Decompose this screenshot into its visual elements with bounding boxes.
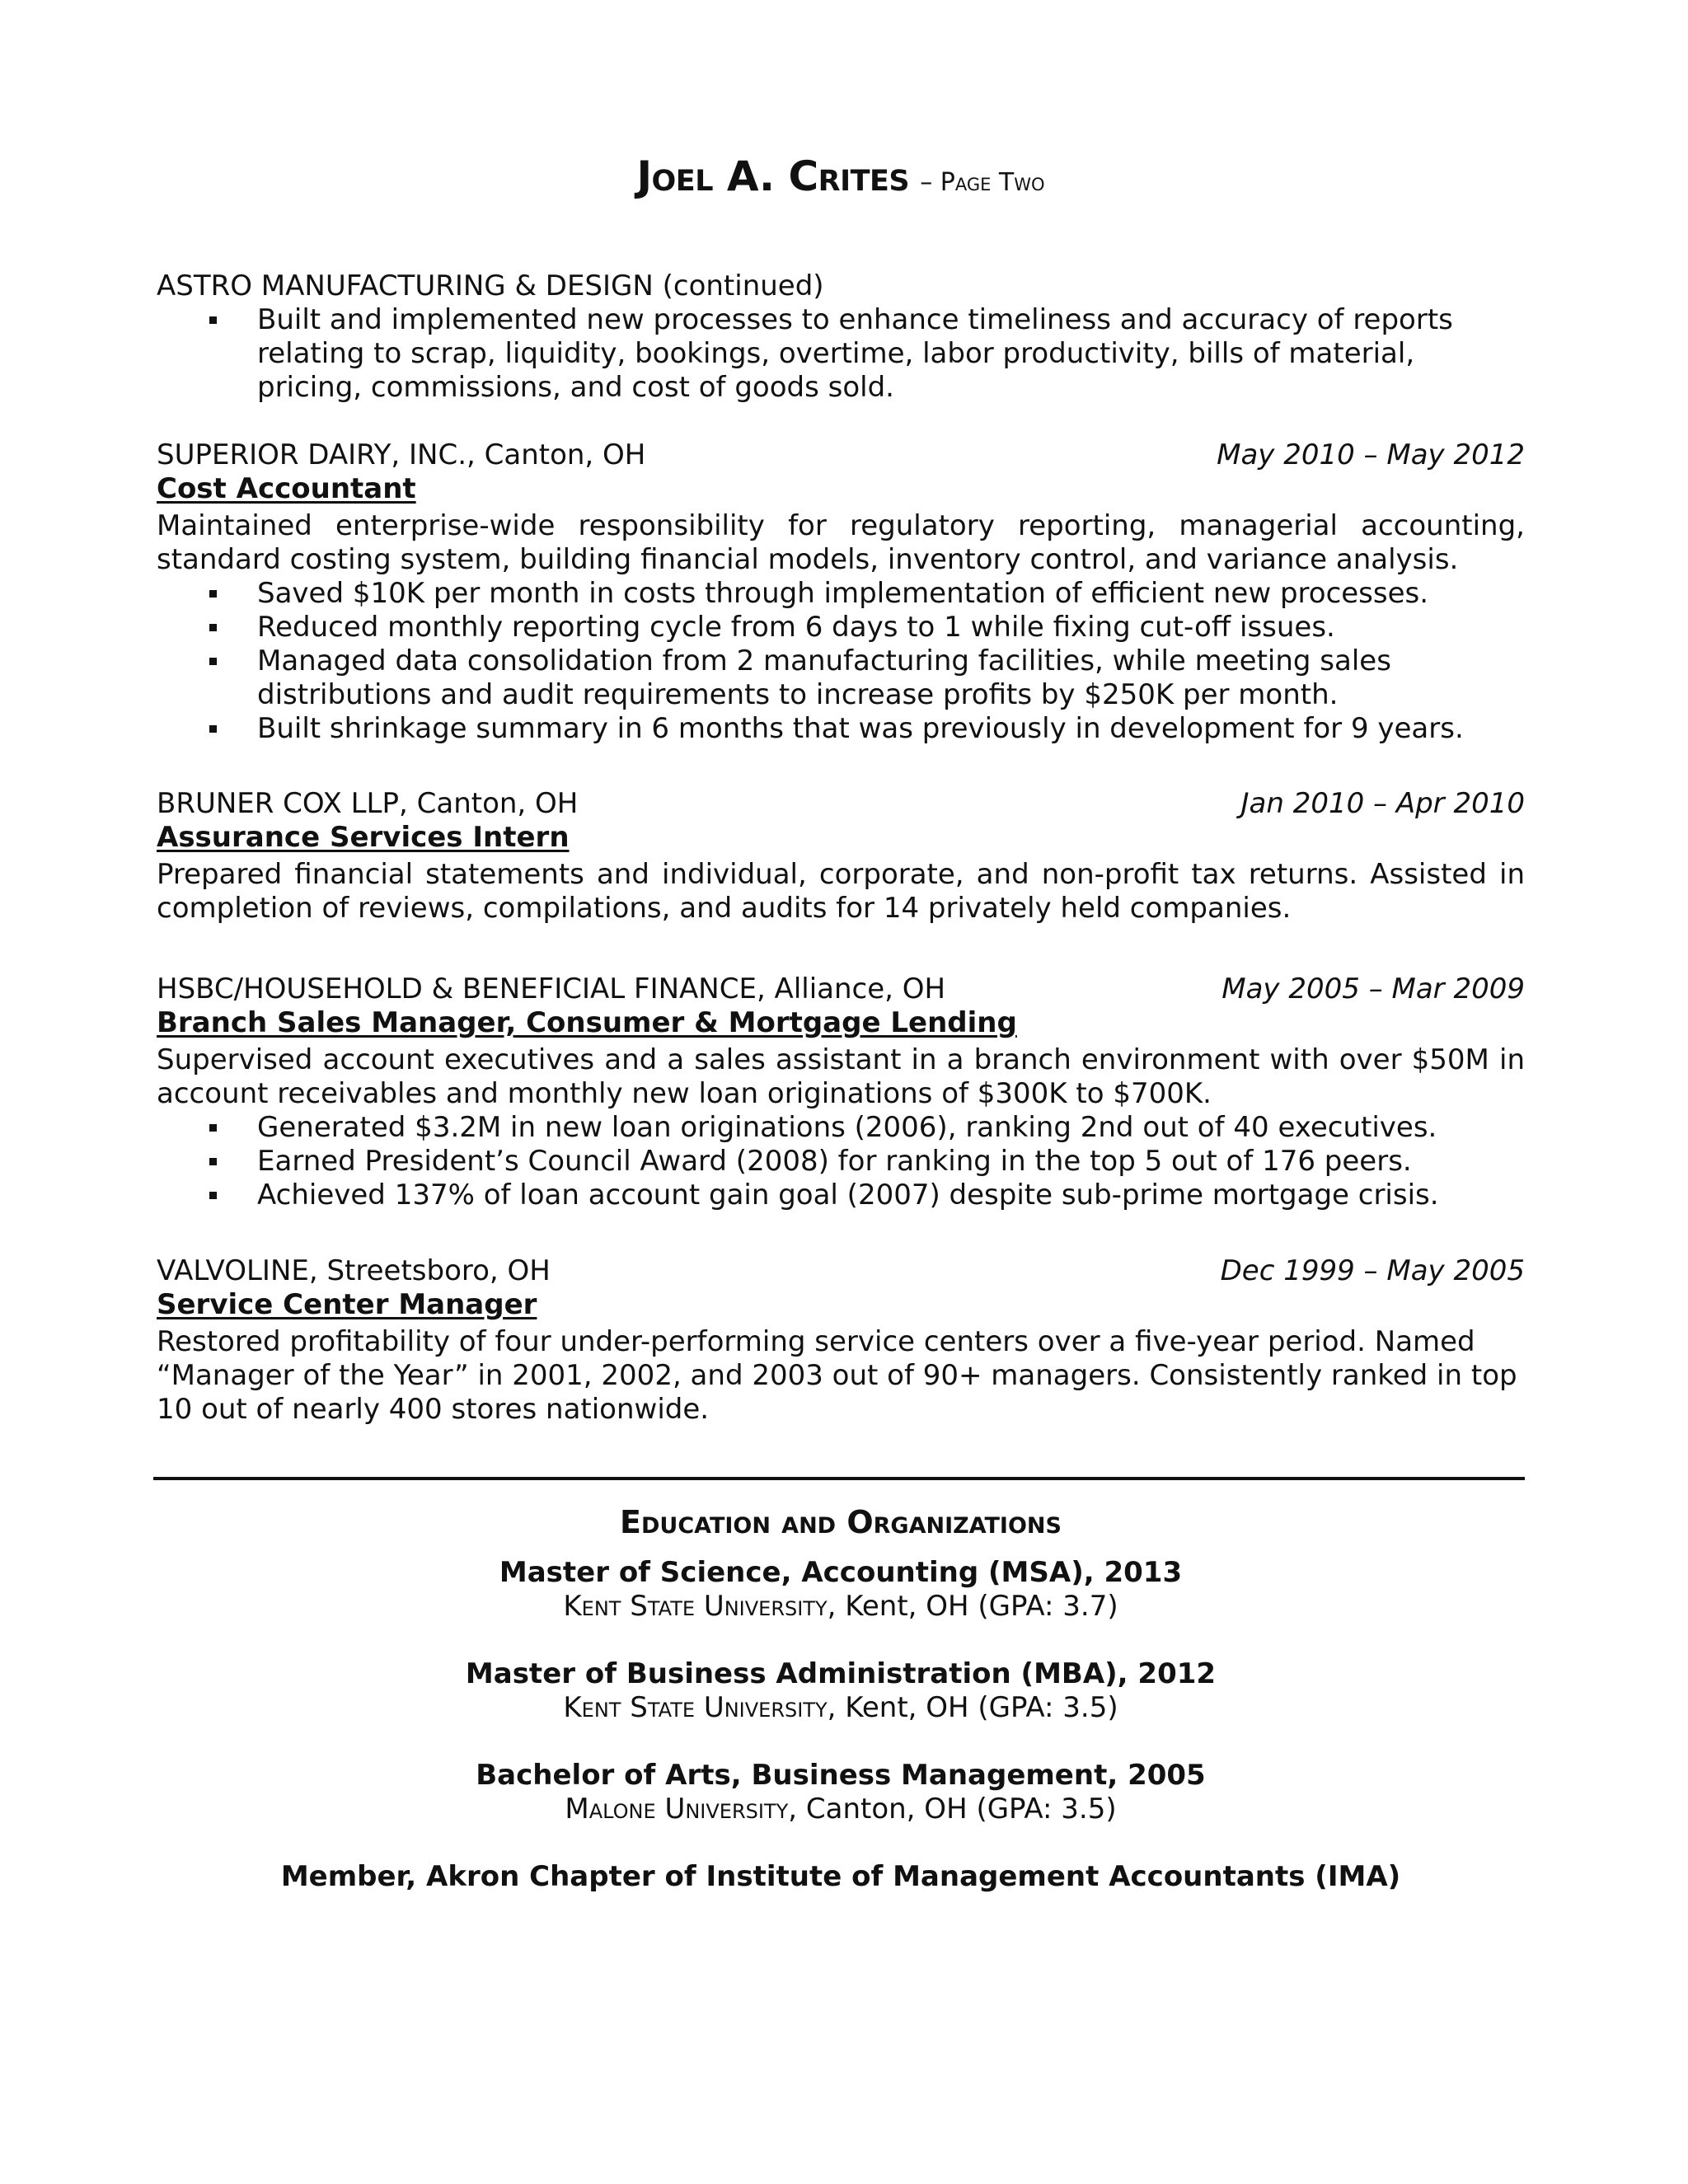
bullet-list bbox=[157, 303, 1525, 405]
company-name: HSBC/HOUSEHOLD & BENEFICIAL FINANCE, Alliance, OH bbox=[157, 972, 946, 1005]
bullet-item: Reduced monthly reporting cycle from 6 days to 1 while fixing cut-off issues. bbox=[157, 611, 1525, 644]
job-dates: Dec 1999 – May 2005 bbox=[1220, 1254, 1525, 1287]
company-name: ASTRO MANUFACTURING & DESIGN (continued) bbox=[157, 269, 824, 302]
degree-title: Bachelor of Arts, Business Management, 2005 bbox=[476, 1759, 1206, 1792]
school-details: , Kent, OH (GPA: 3.7) bbox=[827, 1590, 1118, 1623]
job-header-row bbox=[157, 787, 1525, 821]
education-entry bbox=[157, 1759, 1525, 1826]
education-entry bbox=[157, 1657, 1525, 1725]
bullet-item: Generated $3.2M in new loan originations (2006), ranking 2nd out of 40 executives. bbox=[157, 1111, 1525, 1145]
job-description: Supervised account executives and a sales assistant in a branch environment with over $50M in account receivables and monthly new loan originations of $300K to $700K. bbox=[157, 1043, 1525, 1110]
job-title: Assurance Services Intern bbox=[157, 821, 570, 854]
job-title: Branch Sales Manager, Consumer & Mortgage Lending bbox=[157, 1006, 1017, 1039]
job-astro bbox=[157, 269, 1525, 405]
school-name: Kent State University bbox=[563, 1590, 828, 1623]
school-name: Malone University bbox=[565, 1793, 789, 1825]
bullet-item: Built shrinkage summary in 6 months that was previously in development for 9 years. bbox=[157, 712, 1525, 746]
bullet-item: Achieved 137% of loan account gain goal (2007) despite sub-prime mortgage crisis. bbox=[157, 1179, 1525, 1212]
company-name: BRUNER COX LLP, Canton, OH bbox=[157, 787, 579, 820]
job-bruner-cox bbox=[157, 787, 1525, 926]
bullet-item: Built and implemented new processes to enhance timeliness and accuracy of reports relating to scrap, liquidity, bookings, overtime, labor productivity, bills of material, pricing, commissions, and cost of goods sold. bbox=[157, 303, 1525, 405]
education-heading-wrap bbox=[157, 1504, 1525, 1540]
education-entry bbox=[157, 1556, 1525, 1624]
school-line bbox=[157, 1793, 1525, 1826]
job-description: Prepared financial statements and individual, corporate, and non-profit tax returns. Assisted in completion of reviews, compilations, and audits for 14 privately held companies. bbox=[157, 858, 1525, 925]
company-name: VALVOLINE, Streetsboro, OH bbox=[157, 1254, 551, 1287]
job-description: Restored profitability of four under-performing service centers over a five-year period. Named “Manager of the Year” in 2001, 2002, and 2003 out of 90+ managers. Consistently ranked in top 10 out of nearly 400 stores nationwide. bbox=[157, 1325, 1517, 1426]
job-title: Cost Accountant bbox=[157, 472, 416, 505]
job-hsbc bbox=[157, 972, 1525, 1212]
bullet-item: Managed data consolidation from 2 manufacturing facilities, while meeting sales distributions and audit requirements to increase profits by $250K per month. bbox=[157, 644, 1525, 712]
job-valvoline bbox=[157, 1254, 1525, 1427]
school-line bbox=[157, 1691, 1525, 1725]
degree-title: Master of Science, Accounting (MSA), 2013 bbox=[499, 1556, 1183, 1589]
bullet-item: Earned President’s Council Award (2008) for ranking in the top 5 out of 176 peers. bbox=[157, 1145, 1525, 1179]
job-dates: May 2005 – Mar 2009 bbox=[1221, 972, 1525, 1005]
bullet-list bbox=[157, 1111, 1525, 1212]
job-superior-dairy bbox=[157, 438, 1525, 746]
membership-wrap bbox=[157, 1860, 1525, 1894]
school-name: Kent State University bbox=[563, 1691, 828, 1724]
company-name: SUPERIOR DAIRY, INC., Canton, OH bbox=[157, 438, 646, 471]
section-divider bbox=[153, 1477, 1525, 1480]
degree-title: Master of Business Administration (MBA), 2012 bbox=[465, 1657, 1217, 1690]
job-description: Maintained enterprise-wide responsibility for regulatory reporting, managerial accounting, standard costing system, building financial models, inventory control, and variance analysis. bbox=[157, 509, 1525, 576]
job-header-row bbox=[157, 972, 1525, 1006]
membership: Member, Akron Chapter of Institute of Management Accountants (IMA) bbox=[280, 1860, 1401, 1893]
bullet-item: Saved $10K per month in costs through implementation of efficient new processes. bbox=[157, 577, 1525, 611]
job-title: Service Center Manager bbox=[157, 1288, 537, 1321]
school-details: , Kent, OH (GPA: 3.5) bbox=[827, 1691, 1118, 1724]
job-dates: Jan 2010 – Apr 2010 bbox=[1240, 787, 1525, 820]
school-line bbox=[157, 1590, 1525, 1624]
school-details: , Canton, OH (GPA: 3.5) bbox=[788, 1793, 1117, 1825]
page-header bbox=[157, 152, 1525, 200]
page-label: – Page Two bbox=[920, 168, 1045, 197]
job-header-row bbox=[157, 1254, 1525, 1288]
job-dates: May 2010 – May 2012 bbox=[1217, 438, 1525, 471]
bullet-list bbox=[157, 577, 1525, 746]
candidate-name: Joel A. Crites bbox=[636, 152, 910, 200]
education-heading: Education and Organizations bbox=[620, 1504, 1062, 1540]
job-header-row bbox=[157, 438, 1525, 472]
